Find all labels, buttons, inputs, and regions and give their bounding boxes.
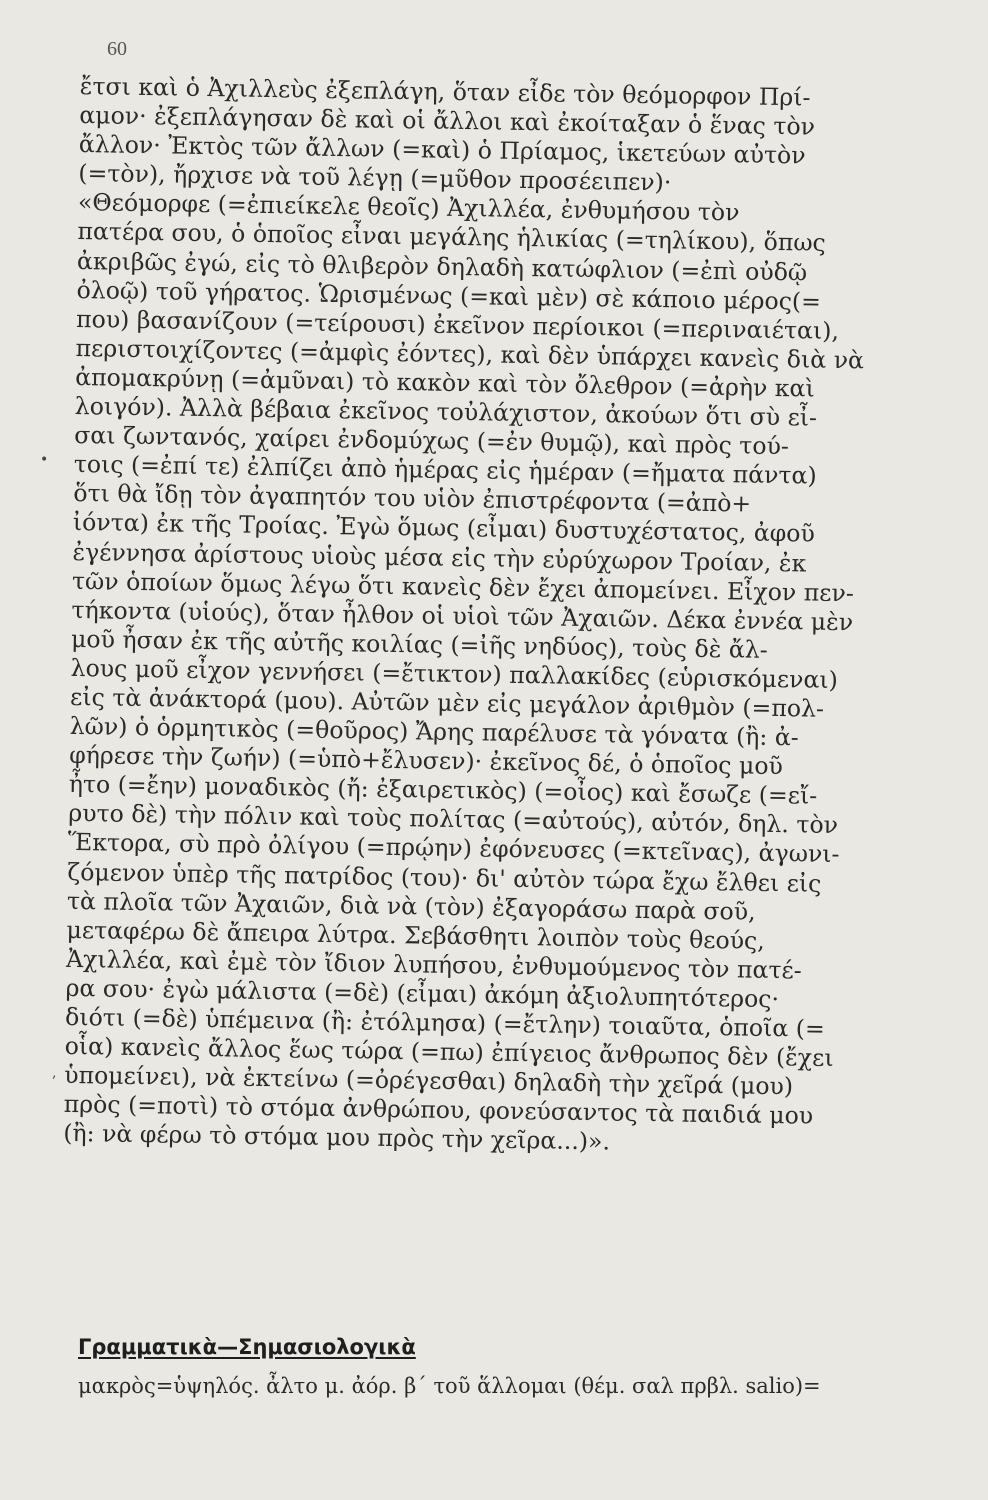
margin-dot-mark: • (40, 452, 49, 468)
text-line: ὑπομείνει), νὰ ἐκτείνω (=ὀρέγεσθαι) δηλαδὴ τὴν χεῖρά (μου) (64, 1061, 794, 1101)
text-line: (=τὸν), ἤρχισε νὰ τοῦ λέγῃ (=μῦθον προσέειπεν)· (78, 159, 672, 197)
body-text (63, 72, 940, 1162)
text-line: ὀλοῷ) τοῦ γήρατος. Ὡρισμένως (=καὶ μὲν) σὲ κάποιο μέρος(= (76, 275, 822, 316)
text-line: τὰ πλοῖα τῶν Ἀχαιῶν, διὰ νὰ (τὸν) ἐξαγοράσω παρὰ σοῦ, (66, 886, 756, 926)
text-line: ρυτο δὲ) τὴν πόλιν καὶ τοὺς πολίτας (=αὐτούς), αὐτόν, δηλ. τὸν (68, 799, 839, 840)
text-line: σαι ζωντανός, χαίρει ἐνδομύχως (=ἐν θυμῷ), καὶ πρὸς τού- (74, 421, 790, 461)
text-line: ὅτι θὰ ἴδῃ τὸν ἀγαπητόν του υἱὸν ἐπιστρέφοντα (=ἀπὸ+ (73, 479, 752, 518)
text-line: ἰόντα) ἐκ τῆς Τροίας. Ἐγὼ ὅμως (εἶμαι) δυστυχέστατος, ἀφοῦ (72, 508, 816, 549)
text-line: Ἕκτορα, σὺ πρὸ ὀλίγου (=πρῴην) ἐφόνευσες (=κτεῖνας), ἀγωνι- (67, 828, 840, 869)
text-line: φήρεσε τὴν ζωήν) (=ὑπὸ+ἔλυσεν)· ἐκεῖνος δέ, ὁ ὁποῖος μοῦ (69, 741, 784, 781)
text-line: ζόμενον ὑπὲρ τῆς πατρίδος (του)· δι' αὐτὸν τώρα ἔχω ἔλθει εἰς (67, 857, 822, 898)
text-line: περιστοιχίζοντες (=ἀμφὶς ἐόντες), καὶ δὲν ὑπάρχει κανεὶς διὰ νὰ (75, 333, 865, 375)
text-line: ἀπομακρύνῃ (=ἀμῦναι) τὸ κακὸν καὶ τὸν ὄλεθρον (=ἀρὴν καὶ (74, 362, 815, 403)
text-line: (ἢ: νὰ φέρω τὸ στόμα μου πρὸς τὴν χεῖρα...)». (63, 1119, 611, 1156)
text-line: ἄλλον· Ἐκτὸς τῶν ἄλλων (=καὶ) ὁ Πρίαμος, ἱκετεύων αὐτὸν (78, 130, 806, 170)
page-number: 60 (107, 38, 127, 60)
text-line: μεταφέρω δὲ ἄπειρα λύτρα. Σεβάσθητι λοιπὸν τοὺς θεούς, (66, 915, 765, 955)
text-line: ἀκριβῶς ἐγώ, εἰς τὸ θλιβερὸν δηλαδὴ κατώφλιον (=ἐπὶ οὐδῷ (76, 246, 808, 287)
text-line: «Θεόμορφε (=ἐπιείκελε θεοῖς) Ἀχιλλέα, ἐνθυμήσου τὸν (77, 188, 740, 227)
text-line: ἔτσι καὶ ὁ Ἀχιλλεὺς ἐξεπλάγη, ὅταν εἶδε τὸν θεόμορφον Πρί- (79, 72, 811, 112)
text-line: οἷα) κανεὶς ἄλλος ἕως τώρα (=πω) ἐπίγειος ἄνθρωπος δὲν (ἔχει (64, 1031, 834, 1073)
text-line: εἰς τὰ ἀνάκτορά (μου). Αὐτῶν μὲν εἰς μεγάλον ἀριθμὸν (=πολ- (69, 682, 825, 723)
text-line: πρὸς (=ποτὶ) τὸ στόμα ἀνθρώπου, φονεύσαντος τὰ παιδιά μου (63, 1090, 814, 1130)
text-line: αμον· ἐξεπλάγησαν δὲ καὶ οἱ ἄλλοι καὶ ἐκοίταξαν ὁ ἕνας τὸν (79, 101, 816, 141)
text-line: πατέρα σου, ὁ ὁποῖος εἶναι μεγάλης ἡλικίας (=τηλίκου), ὅπως (77, 217, 826, 258)
text-line: μοῦ ἦσαν ἐκ τῆς αὐτῆς κοιλίας (=ἰῆς νηδύος), τοὺς δὲ ἄλ- (70, 624, 768, 664)
grammar-note-line: μακρὸς=ὑψηλός. ἆλτο μ. ἀόρ. β΄ τοῦ ἅλλομαι (θέμ. σαλ πρβλ. salio)= (78, 1374, 821, 1398)
text-line: λῶν) ὁ ὁρμητικὸς (=θοῦρος) Ἄρης παρέλυσε τὰ γόνατα (ἢ: ἀ- (69, 711, 799, 752)
text-line: ἦτο (=ἔην) μοναδικὸς (ἤ: ἐξαιρετικὸς) (=οἶος) καὶ ἔσωζε (=εἴ- (68, 770, 818, 810)
text-line: λοιγόν). Ἀλλὰ βέβαια ἐκεῖνος τοὐλάχιστον, ἀκούων ὅτι σὺ εἶ- (74, 391, 818, 432)
text-line: Ἀχιλλέα, καὶ ἐμὲ τὸν ἴδιον λυπήσου, ἐνθυμούμενος τὸν πατέ- (65, 944, 802, 985)
margin-comma-mark: , (52, 1065, 57, 1081)
section-heading: Γραμματικὰ—Σημασιολογικὰ (78, 1335, 416, 1359)
text-line: που) βασανίζουν (=τείρουσι) ἐκεῖνον περίοικοι (=περιναιέται), (75, 304, 840, 345)
text-line: ἐγέννησα ἀρίστους υἱοὺς μέσα εἰς τὴν εὐρύχωρον Τροίαν, ἐκ (72, 537, 807, 577)
text-line: λους μοῦ εἶχον γεννήσει (=ἔτικτον) παλλακίδες (εὑρισκόμεναι) (70, 653, 839, 694)
text-line: διότι (=δὲ) ὑπέμεινα (ἢ: ἐτόλμησα) (=ἔτλην) τοιαῦτα, ὁποῖα (= (64, 1002, 825, 1043)
text-line: ρα σου· ἐγὼ μάλιστα (=δὲ) (εἶμαι) ἀκόμη ἀξιολυπητότερος· (65, 973, 780, 1013)
text-line: τοις (=ἐπί τε) ἐλπίζει ἀπὸ ἡμέρας εἰς ἡμέραν (=ἤματα πάντα) (73, 450, 817, 490)
text-line: τήκοντα (υἱούς), ὅταν ἦλθον οἱ υἱοὶ τῶν Ἀχαιῶν. Δέκα ἐννέα μὲν (71, 595, 854, 636)
text-line: τῶν ὁποίων ὅμως λέγω ὅτι κανεὶς δὲν ἔχει ἀπομείνει. Εἶχον πεν- (71, 566, 855, 607)
